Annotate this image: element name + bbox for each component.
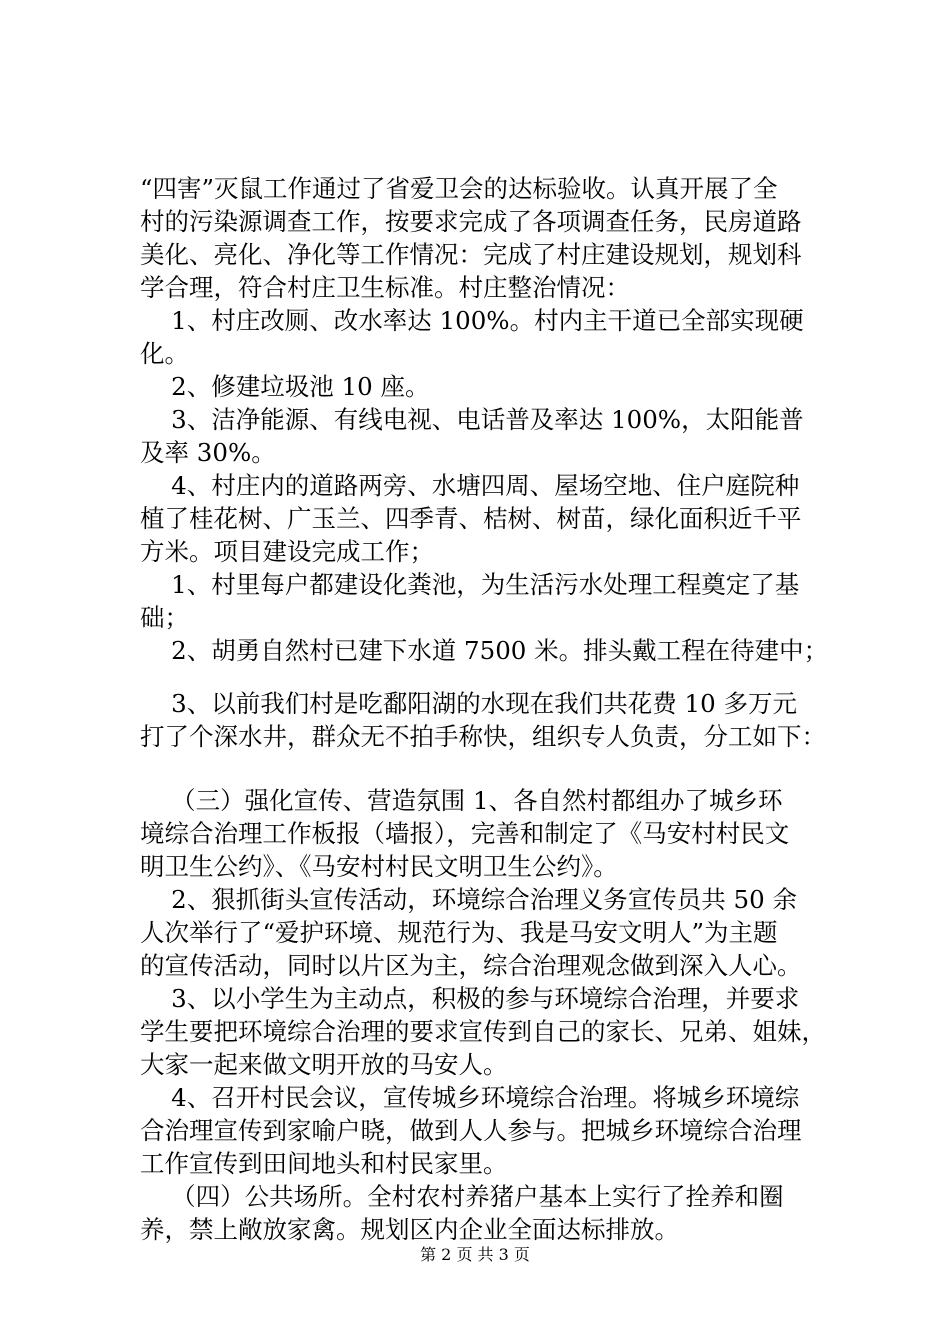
paragraph-gap <box>140 753 840 784</box>
text-line: 学生要把环境综合治理的要求宣传到自己的家长、兄弟、姐妹， <box>140 1017 826 1046</box>
text-line: 的宣传活动，同时以片区为主，综合治理观念做到深入人心。 <box>140 951 802 980</box>
text-line: 2、狠抓街头宣传活动，环境综合治理义务宣传员共 50 余 <box>140 885 797 914</box>
text-line: （四）公共场所。全村农村养猪户基本上实行了拴养和圈 <box>140 1182 784 1211</box>
text-line: 3、以前我们村是吃鄱阳湖的水现在我们共花费 10 多万元 <box>140 689 797 718</box>
text-line: 打了个深水井，群众无不拍手称快，组织专人负责，分工如下： <box>140 722 826 751</box>
text-line: 大家一起来做文明开放的马安人。 <box>140 1050 508 1079</box>
text-line: 化。 <box>140 339 189 368</box>
text-line: 3、洁净能源、有线电视、电话普及率达 100%，太阳能普 <box>140 405 804 434</box>
page-footer <box>0 1245 950 1265</box>
text-line: 明卫生公约》、《马安村村民文明卫生公约》。 <box>140 852 618 881</box>
text-line: “四害”灭鼠工作通过了省爱卫会的达标验收。认真开展了全 <box>140 174 778 203</box>
text-line: 及率 30%。 <box>140 438 276 467</box>
text-line: 2、胡勇自然村已建下水道 7500 米。排头戴工程在待建中； <box>140 636 829 665</box>
text-line: 4、召开村民会议，宣传城乡环境综合治理。将城乡环境综 <box>140 1083 800 1112</box>
text-line: 方米。项目建设完成工作； <box>140 537 434 566</box>
text-line: 合治理宣传到家喻户晓，做到人人参与。把城乡环境综合治理 <box>140 1116 802 1145</box>
text-line: 人次举行了“爱护环境、规范行为、我是马安文明人”为主题 <box>140 918 778 947</box>
text-line: 2、修建垃圾池 10 座。 <box>140 372 430 401</box>
page-number: 第 2 页 共 3 页 <box>420 1245 530 1264</box>
text-line: 境综合治理工作板报（墙报），完善和制定了《马安村村民文 <box>140 819 790 848</box>
text-line: 1、村庄改厕、改水率达 100%。村内主干道已全部实现硬 <box>140 306 804 335</box>
text-line: 工作宣传到田间地头和村民家里。 <box>140 1149 508 1178</box>
text-line: 养，禁上敞放家禽。规划区内企业全面达标排放。 <box>140 1215 679 1244</box>
text-line: 础； <box>140 603 189 632</box>
text-line: 美化、亮化、净化等工作情况：完成了村庄建设规划，规划科 <box>140 240 802 269</box>
text-line: 村的污染源调查工作，按要求完成了各项调查任务，民房道路 <box>140 207 802 236</box>
text-line: 学合理，符合村庄卫生标准。村庄整治情况： <box>140 273 630 302</box>
paragraph-gap <box>140 667 840 687</box>
text-line: 4、村庄内的道路两旁、水塘四周、屋场空地、住户庭院种 <box>140 471 800 500</box>
text-line: （三）强化宣传、营造氛围 1、各自然村都组办了城乡环 <box>140 786 783 815</box>
text-line: 1、村里每户都建设化粪池，为生活污水处理工程奠定了基 <box>140 570 800 599</box>
text-line: 3、以小学生为主动点，积极的参与环境综合治理，并要求 <box>140 984 800 1013</box>
text-line: 植了桂花树、广玉兰、四季青、桔树、树苗，绿化面积近千平 <box>140 504 802 533</box>
document-body <box>140 172 840 1246</box>
